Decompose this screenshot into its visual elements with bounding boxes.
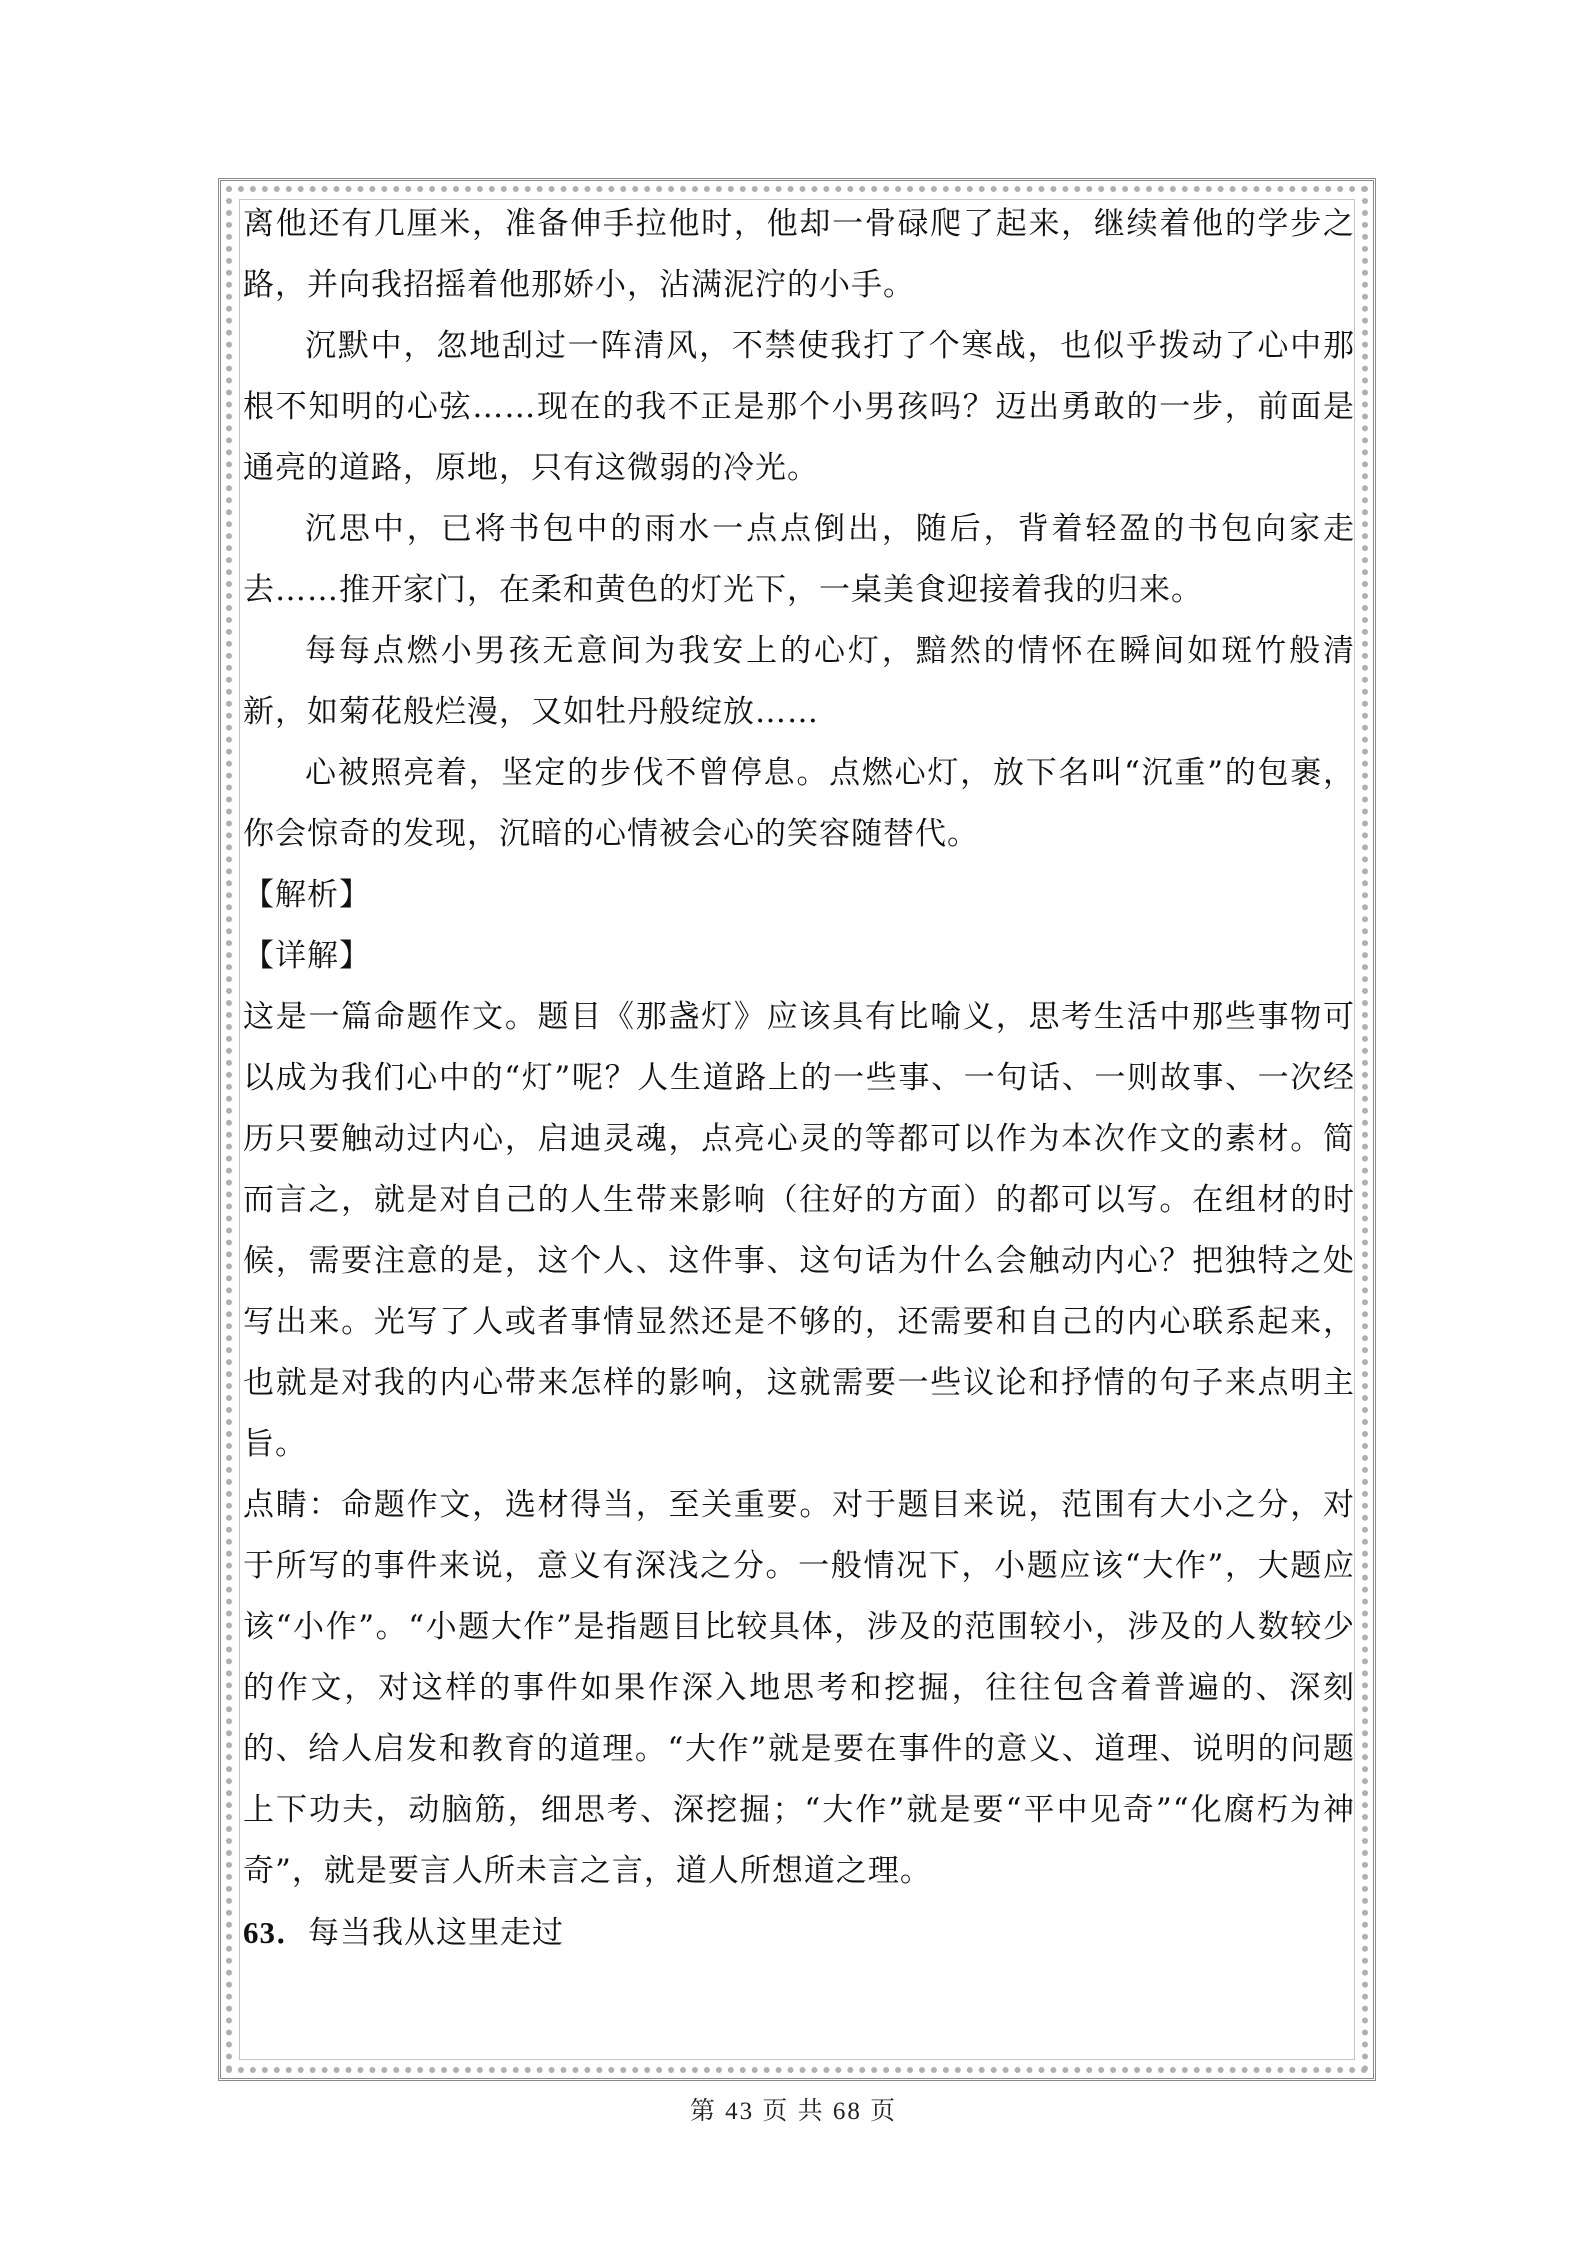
- question-heading: [243, 1902, 1355, 1964]
- detail-heading: 【详解】: [243, 938, 371, 974]
- document-body: [243, 194, 1355, 1964]
- detail-paragraph: 这是一篇命题作文。题目《那盏灯》应该具有比喻义，思考生活中那些事物可以成为我们心中的“灯”呢？人生道路上的一些事、一句话、一则故事、一次经历只要触动过内心，启迪灵魂，点亮心灵的等都可以作为本次作文的素材。简而言之，就是对自己的人生带来影响（往好的方面）的都可以写。在组材的时候，需要注意的是，这个人、这件事、这句话为什么会触动内心？把独特之处写出来。光写了人或者事情显然还是不够的，还需要和自己的内心联系起来，也就是对我的内心带来怎样的影响，这就需要一些议论和抒情的句子来点明主旨。: [243, 999, 1355, 1462]
- page-footer: 第 43 页 共 68 页: [689, 2098, 898, 2125]
- essay-paragraph: 离他还有几厘米，准备伸手拉他时，他却一骨碌爬了起来，继续着他的学步之路，并向我招摇着他那娇小，沾满泥泞的小手。: [243, 206, 1355, 303]
- essay-paragraph: 沉默中，忽地刮过一阵清风，不禁使我打了个寒战，也似乎拨动了心中那根不知明的心弦……现在的我不正是那个小男孩吗？迈出勇敢的一步，前面是通亮的道路，原地，只有这微弱的冷光。: [243, 328, 1355, 486]
- analysis-heading: 【解析】: [243, 877, 371, 913]
- question-number: 63．: [243, 1915, 308, 1950]
- essay-paragraph: 沉思中，已将书包中的雨水一点点倒出，随后，背着轻盈的书包向家走去……推开家门，在柔和黄色的灯光下，一桌美食迎接着我的归来。: [243, 511, 1355, 608]
- question-title: 每当我从这里走过: [308, 1915, 564, 1951]
- tip-paragraph: 点睛：命题作文，选材得当，至关重要。对于题目来说，范围有大小之分，对于所写的事件来说，意义有深浅之分。一般情况下，小题应该“大作”，大题应该“小作”。“小题大作”是指题目比较具体，涉及的范围较小，涉及的人数较少的作文，对这样的事件如果作深入地思考和挖掘，往往包含着普遍的、深刻的、给人启发和教育的道理。“大作”就是要在事件的意义、道理、说明的问题上下功夫，动脑筋，细思考、深挖掘；“大作”就是要“平中见奇”“化腐朽为神奇”，就是要言人所未言之言，道人所想道之理。: [243, 1487, 1355, 1889]
- essay-paragraph: 每每点燃小男孩无意间为我安上的心灯，黯然的情怀在瞬间如斑竹般清新，如菊花般烂漫，又如牡丹般绽放……: [243, 633, 1355, 730]
- essay-paragraph: 心被照亮着，坚定的步伐不曾停息。点燃心灯，放下名叫“沉重”的包裹，你会惊奇的发现，沉暗的心情被会心的笑容随替代。: [243, 755, 1355, 852]
